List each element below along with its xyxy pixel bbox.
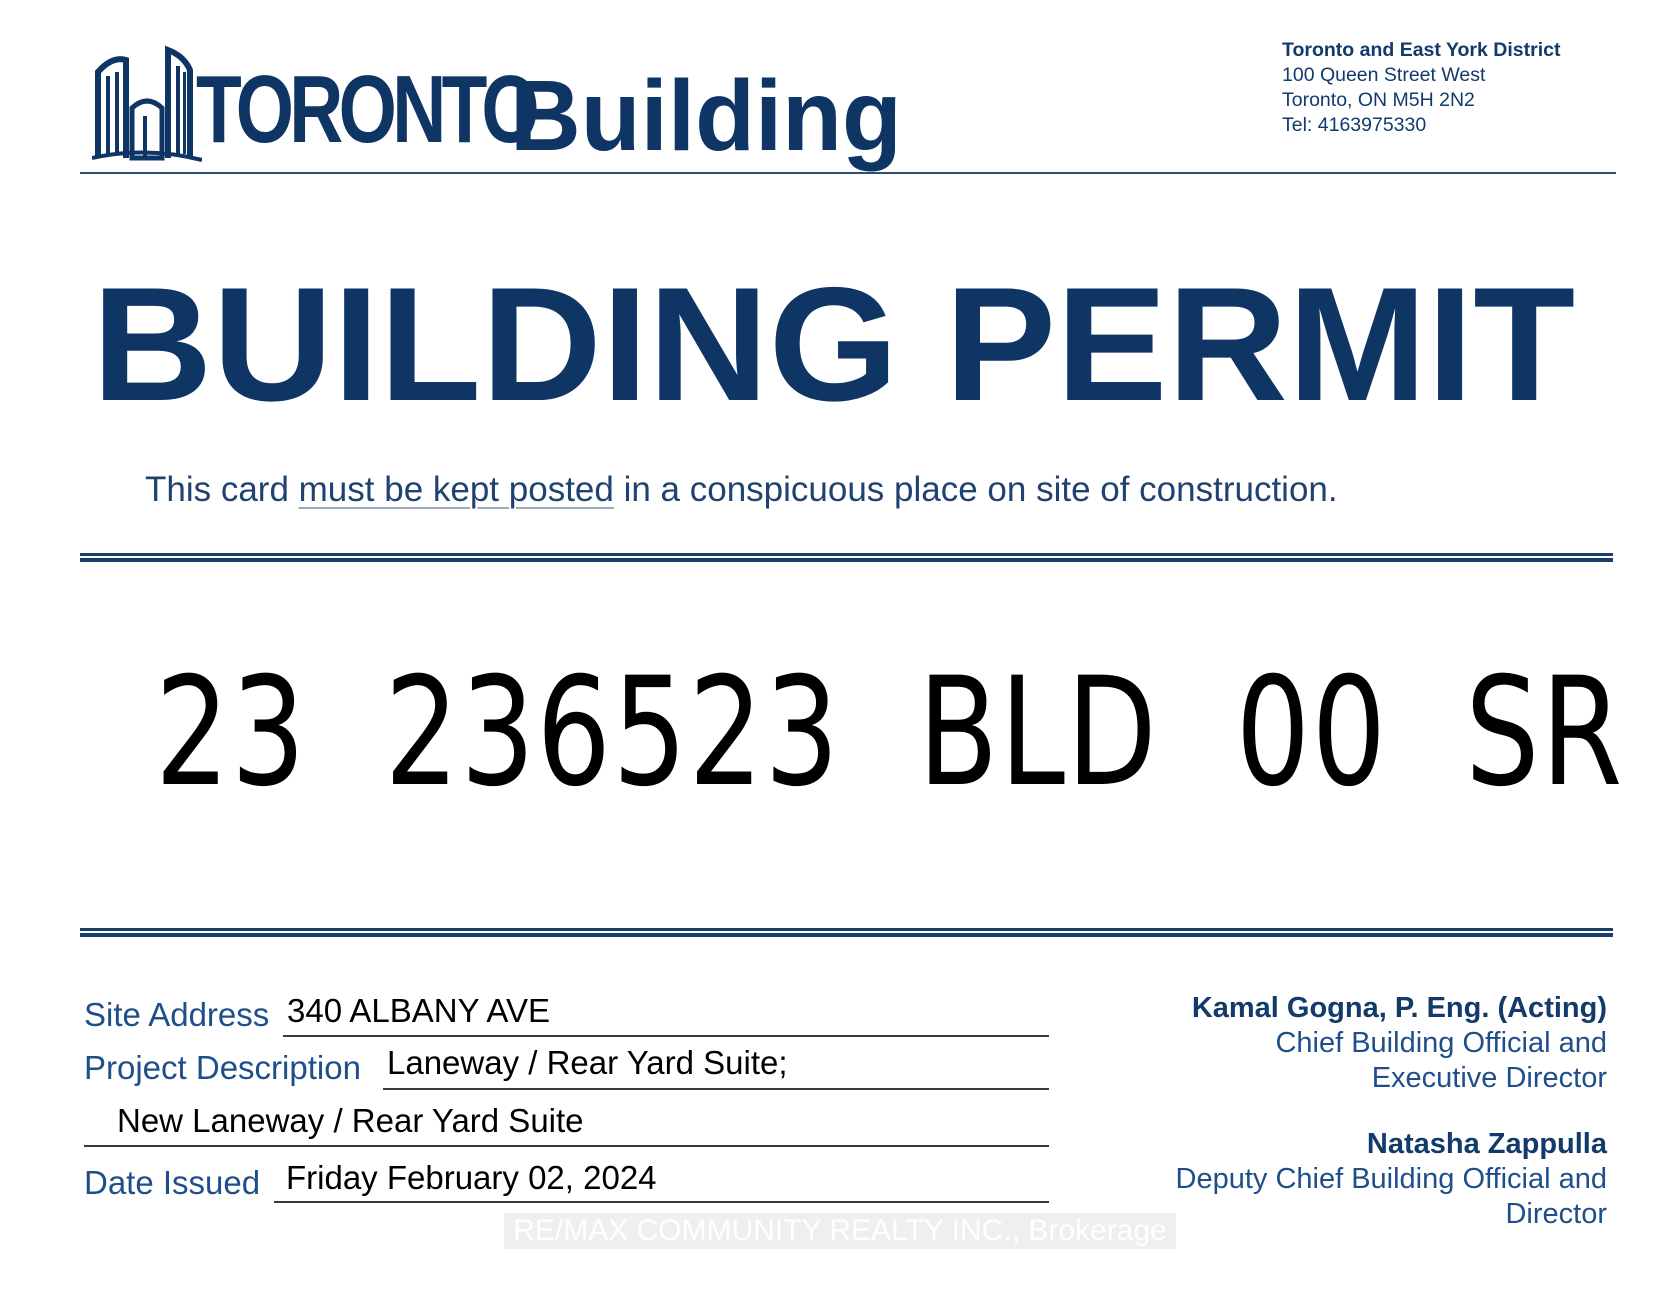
- district-street: 100 Queen Street West: [1282, 64, 1486, 86]
- brokerage-watermark: RE/MAX COMMUNITY REALTY INC., Brokerage: [504, 1213, 1176, 1249]
- header-divider: [80, 172, 1616, 174]
- date-issued-label: Date Issued: [84, 1164, 261, 1201]
- project-description-value-line-2: New Laneway / Rear Yard Suite: [117, 1102, 584, 1139]
- date-issued-value: Friday February 02, 2024: [286, 1159, 657, 1196]
- notice-text-after: in a conspicuous place on site of construction.: [613, 470, 1338, 509]
- logo-wordmark-toronto: TORONTO: [196, 56, 535, 163]
- project-description-value: Laneway / Rear Yard Suite;: [387, 1044, 788, 1081]
- official-title-line-2: Director: [1505, 1198, 1607, 1230]
- project-description-underline: [383, 1088, 1049, 1090]
- official-title-line-2: Executive Director: [1371, 1062, 1607, 1094]
- upper-double-divider: [80, 553, 1613, 562]
- district-city: Toronto, ON M5H 2N2: [1282, 89, 1475, 111]
- site-address-underline: [283, 1035, 1049, 1037]
- official-chief-building-official: [1192, 990, 1607, 1096]
- notice-text-before: This card: [145, 470, 299, 509]
- permit-number: 23 236523 BLD 00 SR: [155, 646, 1624, 820]
- site-address-value: 340 ALBANY AVE: [287, 992, 550, 1029]
- official-title-line-1: Chief Building Official and: [1275, 1027, 1607, 1059]
- site-address-label: Site Address: [84, 996, 270, 1033]
- official-name: Natasha Zappulla: [1366, 1128, 1607, 1160]
- official-deputy-chief: [1176, 1126, 1608, 1232]
- posting-notice: [145, 468, 1338, 512]
- notice-text-underlined: must be kept posted: [298, 470, 614, 509]
- logo-wordmark-building: Building: [510, 60, 902, 172]
- toronto-city-hall-logo-icon: [92, 42, 202, 164]
- page-title: BUILDING PERMIT: [92, 254, 1576, 435]
- project-description-underline-2: [84, 1145, 1049, 1147]
- official-name: Kamal Gogna, P. Eng. (Acting): [1191, 992, 1607, 1024]
- project-description-label: Project Description: [84, 1049, 361, 1086]
- district-phone: Tel: 4163975330: [1282, 114, 1427, 136]
- district-address-block: [1282, 38, 1560, 138]
- lower-double-divider: [80, 928, 1613, 937]
- district-name: Toronto and East York District: [1282, 39, 1561, 61]
- official-title-line-1: Deputy Chief Building Official and: [1175, 1163, 1607, 1195]
- date-issued-underline: [274, 1201, 1049, 1203]
